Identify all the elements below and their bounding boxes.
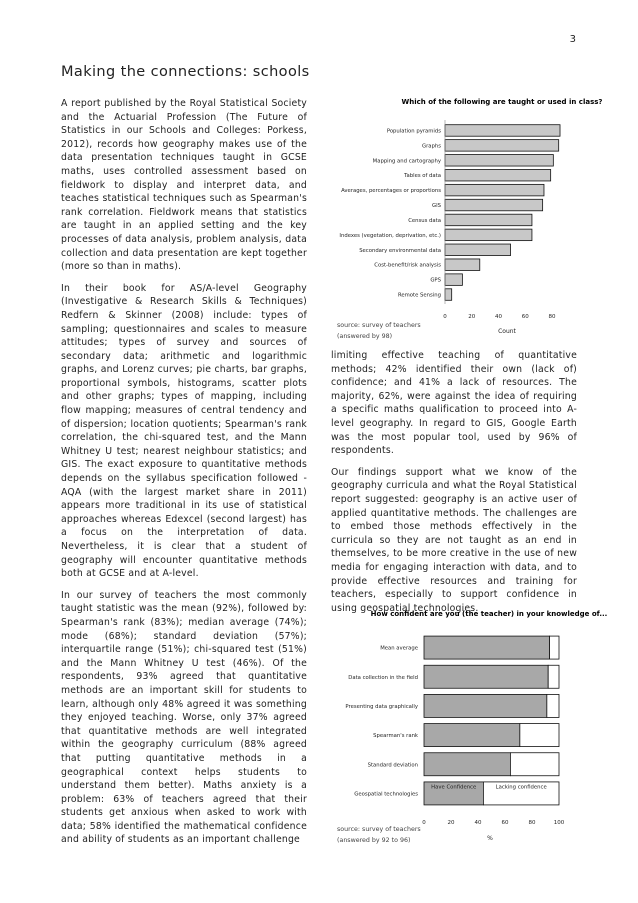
right-column [331,349,577,623]
legend-label: Lacking confidence [495,784,547,791]
chart-taught-in-class-svg [331,92,603,344]
page-title: Making the connections: schools [61,64,310,80]
x-tick-label: 60 [521,314,529,320]
category-label: Presenting data graphically [345,703,418,710]
x-axis-label: Count [498,328,516,335]
x-tick-label: 40 [495,314,502,320]
x-tick-label: 20 [447,820,455,826]
x-tick-label: 80 [548,314,556,320]
bar-segment-lacking-confidence [548,665,559,688]
bar-segment-have-confidence [424,636,550,659]
category-label: Indexes (vegetation, deprivation, etc.) [339,232,441,239]
category-label: Data collection in the field [348,674,418,681]
chart-taught-in-class [331,92,603,348]
bar [445,155,553,167]
category-label: Remote Sensing [397,292,441,299]
bar-segment-have-confidence [424,753,510,776]
category-label: Census data [408,217,441,224]
category-label: GIS [431,203,441,210]
bar [445,274,462,286]
category-label: Standard deviation [367,762,418,769]
bar-segment-lacking-confidence [510,753,559,776]
category-label: Spearman's rank [373,733,418,740]
x-axis-label: % [487,835,493,842]
category-label: Cost-benefit/risk analysis [374,262,441,269]
bar [445,199,543,211]
source-line: (answered by 92 to 96) [337,837,411,844]
chart-title: How confident are you (the teacher) in your knowledge of... [370,610,608,618]
category-label: Secondary environmental data [359,247,441,254]
x-tick-label: 0 [443,314,447,320]
chart-teacher-confidence [331,603,608,857]
legend-label: Have Confidence [431,784,477,791]
left-column [61,97,307,855]
bar-segment-have-confidence [424,694,547,717]
category-label: Tables of data [404,173,441,180]
x-tick-label: 0 [422,820,426,826]
bar-segment-have-confidence [424,665,548,688]
paragraph: A report published by the Royal Statistical Society and the Actuarial Profession (The Future of Statistics in our Schools and Colleges: Porkess, 2012), records how geography makes use of the data presentation techniques taught in GCSE maths, uses controlled assessment based on fieldwork to display and interpret data, and teaches statistical techniques such as Spearman's rank correlation. Fieldwork means that statistics are taught in an applied setting and the key processes of data analysis, problem analysis, data collection and data presentation are kept together (more so than in maths). [61,98,307,273]
bar-segment-lacking-confidence [547,694,559,717]
bar-segment-lacking-confidence [550,636,559,659]
category-label: Mean average [380,645,418,652]
bar [445,259,480,271]
bar [445,184,544,196]
bar [445,169,551,181]
x-tick-label: 60 [501,820,509,826]
category-label: GPS [430,277,441,284]
source-line: source: survey of teachers [337,322,421,329]
category-label: Averages, percentages or proportions [341,188,441,195]
category-label: Mapping and cartography [372,158,441,165]
category-label: Geospatial technologies [354,791,418,798]
chart-title: Which of the following are taught or used in class? [401,98,603,106]
bar [445,289,452,301]
chart-teacher-confidence-svg [331,603,608,853]
bar [445,229,532,241]
source-line: source: survey of teachers [337,826,421,833]
paragraph: Our findings support what we know of the geography curricula and what the Royal Statistical report suggested: geography is an active user of applied quantitative methods. The challenges are to embed those methods effectively in the curricula so they are not taught as an end in themselves, to be more creative in the use of new media for engaging interaction with data, and to provide effective resources and training for teachers, especially to support confidence in using geospatial technologies. [331,466,577,614]
x-tick-label: 80 [528,820,536,826]
category-label: Population pyramids [386,128,441,135]
x-tick-label: 100 [553,820,565,826]
page-number: 3 [569,34,576,45]
bar [445,214,532,226]
bar [445,140,559,152]
paragraph: In our survey of teachers the most commonly taught statistic was the mean (92%), followed by: Spearman's rank (83%); median average (74%); mode (68%); standard deviation (57%); interquartile range (51%); chi-squared test (51%) and the Mann Whitney U test (46%). Of the respondents, 93% agreed that quantitative methods are an important skill for students to learn, although only 48% agreed it was something they enjoyed teaching. Worse, only 37% agreed that quantitative methods are well integrated within the geography curriculum (88% agreed that putting quantitative methods in a geographical context helps students to understand them better). Maths anxiety is a problem: 63% of teachers agreed that their students get anxious when asked to work with data; 58% identified the mathematical confidence and ability of students as an important challenge [61,589,307,846]
paragraph: limiting effective teaching of quantitative methods; 42% identified their own (lack of) confidence; and 41% a lack of resources. The majority, 62%, were against the idea of requiring a specific maths qualification to proceed into A-level geography. In regard to GIS, Google Earth was the most popular tool, used by 96% of respondents. [331,350,577,457]
x-tick-label: 20 [468,314,476,320]
paragraph: In their book for AS/A-level Geography (Investigative & Research Skills & Techniques) Redfern & Skinner (2008) include: types of sampling; questionnaires and scales to measure attitudes; types of survey and sources of secondary data; arithmetic and logarithmic graphs, and Lorenz curves; pie charts, bar graphs, proportional symbols, histograms, scatter plots and other graphs; types of mapping, including flow mapping; measures of central tendency and of dispersion; location quotients; Spearman's rank correlation, the chi-squared test, and the Mann Whitney U test; nearest neighbour statistics; and GIS. The exact exposure to quantitative methods depends on the syllabus specification followed - AQA (with the largest market share in 2011) appears more traditional in its use of statistical approaches whereas Edexcel (second largest) has a focus on the interpretation of data. Nevertheless, it is clear that a student of geography will encounter quantitative methods both at GCSE and at A-level. [61,282,307,580]
category-label: Graphs [421,143,441,150]
bar [445,244,511,256]
bar [445,125,560,137]
x-tick-label: 40 [474,820,482,826]
source-line: (answered by 98) [337,333,393,340]
bar-segment-have-confidence [424,724,520,747]
bar-segment-lacking-confidence [520,724,559,747]
